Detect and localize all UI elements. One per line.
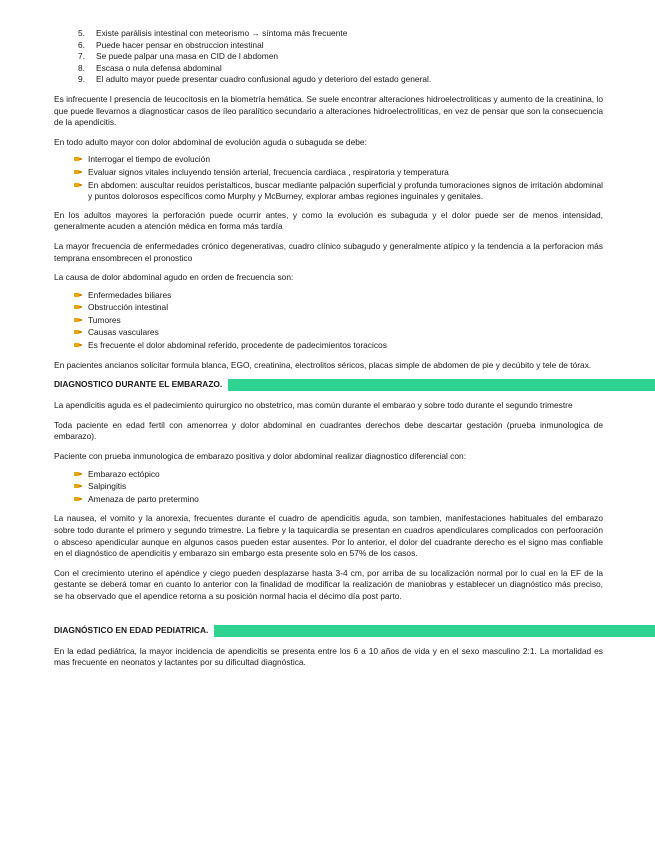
list-item: 8. Escasa o nula defensa abdominal	[78, 62, 222, 73]
pointing-hand-icon	[74, 317, 82, 324]
section-heading-pediatrica	[54, 625, 603, 637]
paragraph: La causa de dolor abdominal agudo en orden de frecuencia son:	[54, 272, 294, 283]
list-item: Salpingitis	[74, 481, 603, 494]
pointing-hand-icon	[74, 329, 82, 336]
list-item: 7. Se puede palpar una masa en CID de l abdomen	[78, 51, 279, 62]
paragraph: En todo adulto mayor con dolor abdominal de evolución aguda o subaguda se debe:	[54, 136, 367, 147]
list-item: 5. Existe parálisis intestinal con meteorismo → síntoma más frecuente	[78, 28, 348, 38]
paragraph: Toda paciente en edad fertil con amenorrea y dolor abdominal en cuadrantes derechos debe descartar gestación (prueba inmunologica de embarazo).	[54, 419, 603, 442]
list-item: En abdomen: auscultar reuidos peristalticos, buscar mediante palpación superficial y profunda tumoraciones signos de irritación abdominal y puntos dolorosos específicos como Murphy y McBurney, explorar ambas regiones inguinales y genitales.	[74, 180, 603, 203]
paragraph: En los adultos mayores la perforación puede ocurrir antes, y como la evolución es subaguda y el dolor puede ser de menos intensidad, generalmente acuden a atención médica en forma más tardía	[54, 209, 603, 232]
list-item: Amenaza de parto pretermino	[74, 494, 603, 507]
section-highlight-bar	[228, 379, 655, 391]
paragraph: Paciente con prueba inmunologica de embarazo positiva y dolor abdominal realizar diagnostico diferencial con:	[54, 451, 467, 462]
paragraph: Con el crecimiento uterino el apéndice y ciego pueden desplazarse hasta 3-4 cm, por arriba de su localización normal por lo cual en la EF de la gestante se deberá tomar en cuanto lo anterior con la finalidad de modificar la realización de maniobras y establecer un diagnóstico más preciso, se ha observado que el apendice retorna a su posición normal hacia el décimo día post parto.	[54, 567, 603, 601]
paragraph: En la edad pediátrica, la mayor incidencia de apendicitis se presenta entre los 6 a 10 años de vida y en el sexo masculino 2:1. La mortalidad es mas frecuente en neonatos y lactantes por su dificultad diagnóstica.	[54, 645, 603, 668]
section-heading-embarazo	[54, 379, 603, 391]
list-item: 6. Puede hacer pensar en obstruccion intestinal	[78, 39, 264, 50]
list-item: Enfermedades biliares	[74, 290, 603, 303]
list-item: Es frecuente el dolor abdominal referido, procedente de padecimientos toracicos	[74, 340, 603, 353]
paragraph: En pacientes ancianos solicitar formula blanca, EGO, creatinina, electrolitos séricos, placas simple de abdomen de pie y decúbito y tele de tórax.	[54, 359, 592, 370]
pointing-hand-icon	[74, 304, 82, 311]
pointing-hand-icon	[74, 292, 82, 299]
section-title: DIAGNÓSTICO EN EDAD PEDIATRICA.	[54, 624, 209, 635]
bullet-list	[54, 469, 603, 507]
pointing-hand-icon	[74, 182, 82, 189]
list-item: Interrogar el tiempo de evolución	[74, 154, 603, 167]
list-item: 9. El adulto mayor puede presentar cuadro confusional agudo y deterioro del estado general.	[78, 74, 432, 85]
pointing-hand-icon	[74, 169, 82, 176]
paragraph: La apendicitis aguda es el padecimiento quirurgico no obstetrico, mas común durante el embarao y sobre todo durante el segundo trimestre	[54, 400, 573, 411]
pointing-hand-icon	[74, 483, 82, 490]
list-item: Embarazo ectópico	[74, 469, 603, 482]
list-item: Tumores	[74, 315, 603, 328]
list-item: Obstrucción intestinal	[74, 302, 603, 315]
paragraph: La mayor frecuencia de enfermedades crónico degenerativas, cuadro clínico subagudo y generalmente atípico y la tendencia a la perforacion más temprana ensombrecen el pronostico	[54, 240, 603, 263]
numbered-list	[54, 28, 603, 86]
section-highlight-bar	[214, 625, 655, 637]
bullet-list	[54, 154, 603, 202]
pointing-hand-icon	[74, 496, 82, 503]
list-item: Evaluar signos vitales incluyendo tensión arterial, frecuencia cardiaca , respiratoria y temperatura	[74, 167, 603, 180]
list-item: Causas vasculares	[74, 327, 603, 340]
bullet-list	[54, 290, 603, 353]
pointing-hand-icon	[74, 471, 82, 478]
pointing-hand-icon	[74, 342, 82, 349]
paragraph: La nausea, el vomito y la anorexia, frecuentes durante el cuadro de apendicitis aguda, son tambien, manifestaciones habituales del embarazo sobre todo durante el primero y segundo trimestre. La fiebre y la taquicardia se presentan en cuadros apendiculares complicados con perfooración o absceso apendicular aunque en algunos casos pueden estar ausentes. Por lo anterior, el dolor del cuadrante derecho es el signo mas confiable en el diagnóstico de apendicitis y embarazo sin embargo esta presente solo en 57% de los casos.	[54, 513, 603, 559]
pointing-hand-icon	[74, 156, 82, 163]
paragraph: Es infrecuente l presencia de leucocitosis en la biometría hemática. Se suele encontrar alteraciones hidroelectroliticas y aumento de la creatinina, lo que puede llevarnos a diagnosticar casos de íleo paralítico secundario a alteraciones hidroelectrolíticas, en vez de pensar que son la consecuencia de la apendicitis.	[54, 93, 603, 128]
section-title: DIAGNOSTICO DURANTE EL EMBARAZO.	[54, 379, 223, 390]
